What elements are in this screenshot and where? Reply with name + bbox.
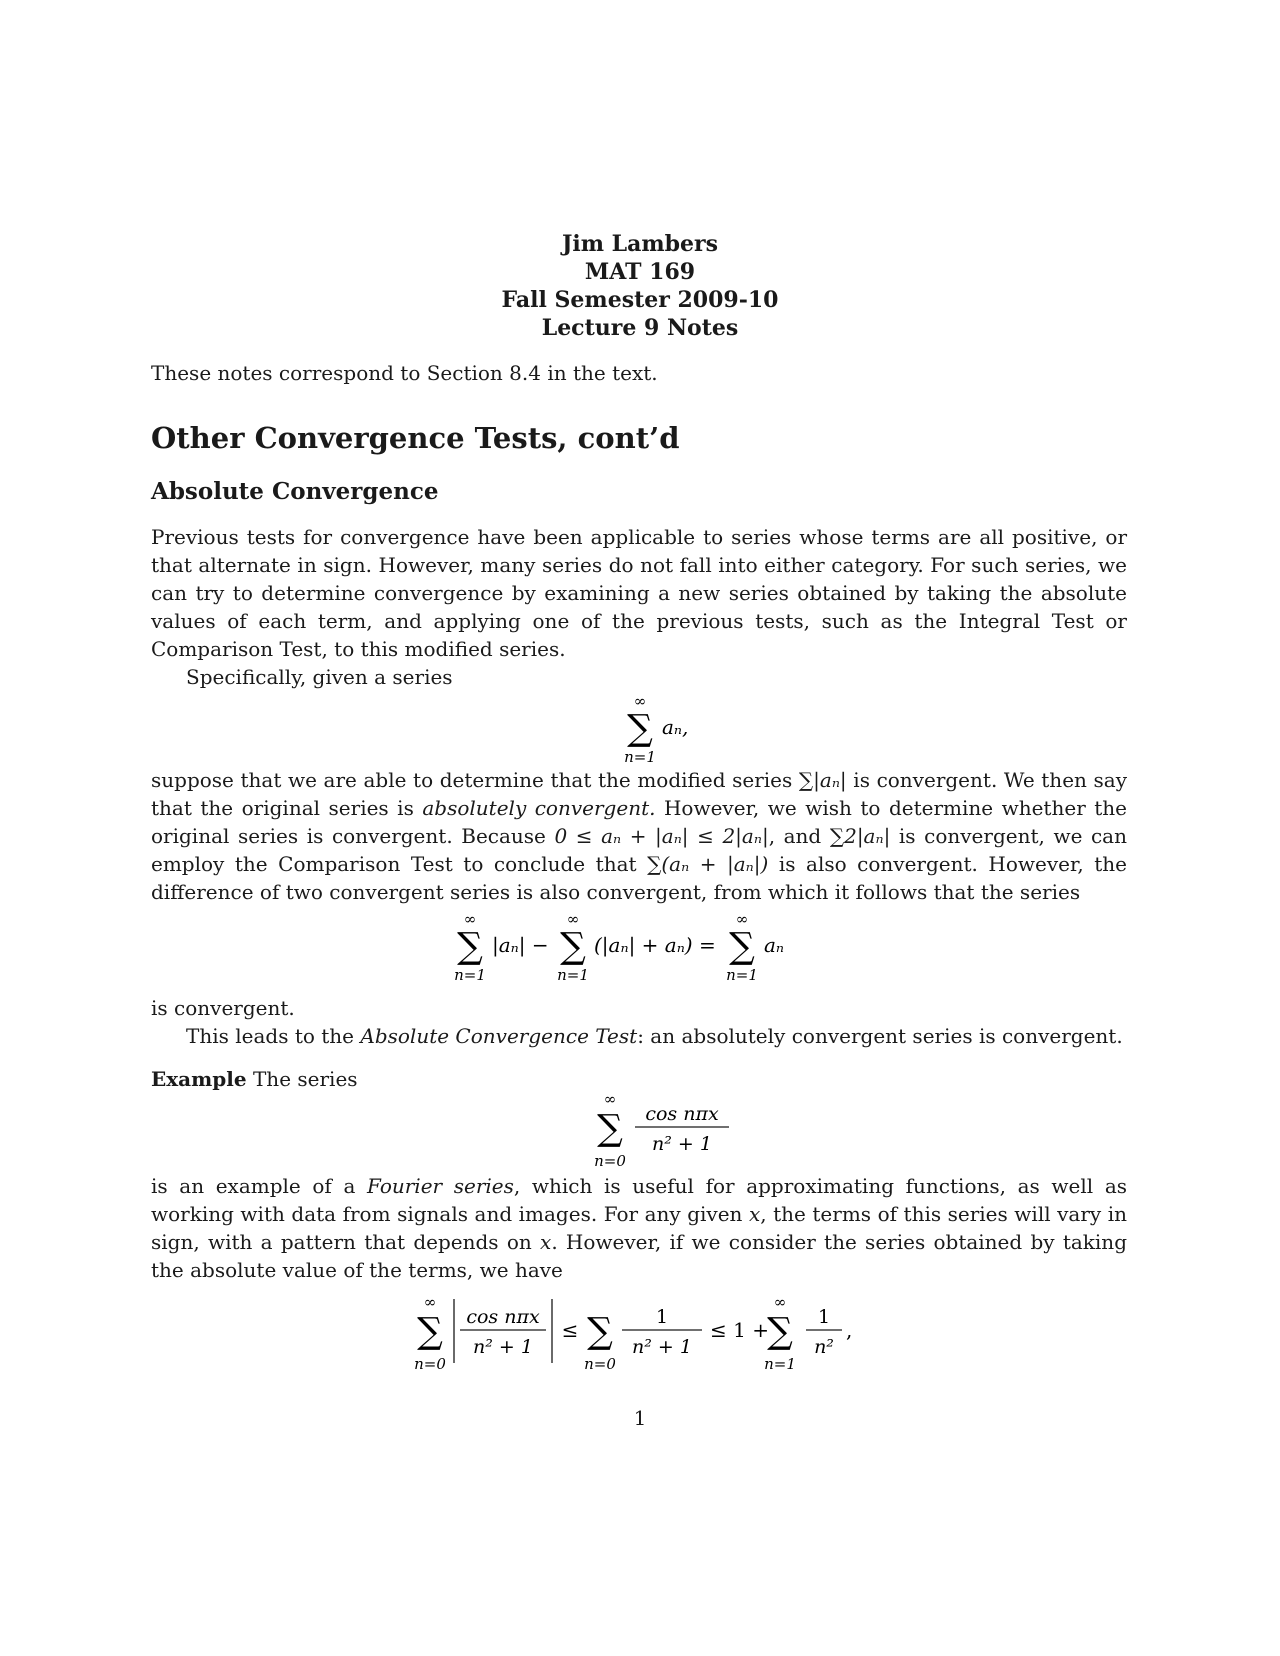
paragraph-5: This leads to the Absolute Convergence Test: an absolutely convergent series is convergent. (186, 1024, 1123, 1048)
svg-text:≤: ≤ (561, 1318, 579, 1342)
svg-text:n=0: n=0 (584, 1355, 616, 1373)
svg-text:∞: ∞ (566, 910, 580, 928)
eq1-lower: n=1 (624, 748, 656, 766)
author-name: Jim Lambers (561, 231, 719, 257)
svg-text:n² + 1: n² + 1 (652, 1133, 712, 1155)
subsection-title: Absolute Convergence (151, 478, 439, 505)
eq1-term: aₙ, (662, 715, 689, 739)
eq1-sigma: ∑ (627, 708, 653, 749)
svg-text:n=0: n=0 (594, 1152, 626, 1170)
svg-text:|aₙ| −: |aₙ| − (492, 933, 549, 957)
course-code: MAT 169 (584, 259, 696, 285)
svg-text:∑: ∑ (767, 1311, 793, 1352)
svg-text:n=0: n=0 (414, 1355, 446, 1373)
example-text: is an example of a Fourier series, which is useful for approximating functions, as well as working with data from signals and images. For any given x, the terms of this series will vary in sign, with a pattern that depends on x. However, if we consider the series obtained by taking the absolute value of the terms, we have (151, 1174, 1128, 1282)
svg-text:1: 1 (817, 1306, 831, 1328)
svg-text:aₙ: aₙ (764, 933, 785, 957)
svg-text:n=1: n=1 (764, 1355, 796, 1373)
svg-text:∞: ∞ (735, 910, 749, 928)
example-label: Example (151, 1067, 247, 1091)
paragraph-1: Previous tests for convergence have been applicable to series whose terms are all positive, or that alternate in sign. However, many series do not fall into either category. For such series, we can try to determine convergence by examining a new series obtained by taking the absolute values of each term, and applying one of the previous tests, such as the Integral Test or Comparison Test, to this modified series. (151, 525, 1127, 661)
intro-text: These notes correspond to Section 8.4 in the text. (151, 361, 658, 385)
svg-text:∞: ∞ (423, 1293, 437, 1311)
example-heading: Example The series (151, 1067, 358, 1091)
svg-text:∑: ∑ (560, 926, 586, 967)
term: Fall Semester 2009-10 (501, 287, 779, 313)
paragraph-3: suppose that we are able to determine that the modified series ∑|aₙ| is convergent. We then say that the original series is absolutely convergent. However, we wish to determine whether the original series is convergent. Because 0 ≤ aₙ + |aₙ| ≤ 2|aₙ|, and ∑2|aₙ| is convergent, we can employ the Comparison Test to conclude that ∑(aₙ + |aₙ|) is also convergent. However, the difference of two convergent series is also convergent, from which it follows that the series (151, 768, 1128, 904)
svg-text:n=1: n=1 (726, 966, 758, 984)
equation-fourier-series (0, 1090, 1280, 1174)
svg-text:∞: ∞ (603, 1090, 617, 1108)
svg-text:1: 1 (655, 1306, 669, 1328)
svg-text:∞: ∞ (773, 1293, 787, 1311)
lecture-title: Lecture 9 Notes (541, 315, 739, 341)
svg-text:∑: ∑ (587, 1311, 613, 1352)
svg-text:cos nπx: cos nπx (645, 1103, 719, 1125)
svg-text:∑: ∑ (457, 926, 483, 967)
equation-series-an (0, 690, 1280, 774)
svg-text:n² + 1: n² + 1 (473, 1336, 533, 1358)
svg-text:(|aₙ| + aₙ) =: (|aₙ| + aₙ) = (594, 933, 716, 957)
svg-text:n²: n² (814, 1336, 834, 1358)
equation-bound (0, 1293, 1280, 1377)
eq1-upper: ∞ (633, 692, 647, 710)
svg-text:∑: ∑ (597, 1108, 623, 1149)
svg-text:n=1: n=1 (454, 966, 486, 984)
svg-text:,: , (846, 1318, 853, 1342)
svg-text:n² + 1: n² + 1 (632, 1336, 692, 1358)
equation-difference-series (0, 908, 1280, 992)
section-title: Other Convergence Tests, cont’d (151, 421, 680, 455)
svg-text:∞: ∞ (463, 910, 477, 928)
svg-text:n=1: n=1 (557, 966, 589, 984)
paragraph-2: Specifically, given a series (186, 665, 453, 689)
svg-text:≤ 1 +: ≤ 1 + (710, 1318, 769, 1342)
page-number: 1 (633, 1406, 647, 1430)
svg-text:cos nπx: cos nπx (466, 1306, 540, 1328)
svg-text:∑: ∑ (417, 1311, 443, 1352)
svg-text:∑: ∑ (729, 926, 755, 967)
paragraph-4: is convergent. (151, 996, 295, 1020)
